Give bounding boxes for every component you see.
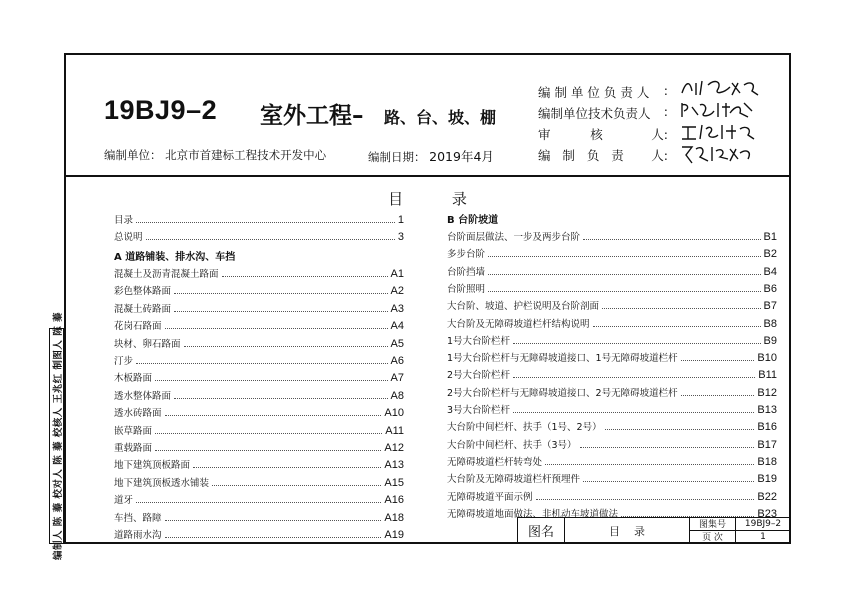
signature-colon: :	[663, 83, 668, 98]
toc-entry-page: A18	[384, 511, 404, 524]
leader-dots	[580, 447, 755, 448]
toc-entry[interactable]	[114, 300, 404, 315]
toc-entry-page: A15	[384, 476, 404, 489]
toc-entry[interactable]	[114, 439, 404, 454]
toc-entry-page: B19	[757, 473, 777, 486]
leader-dots	[155, 450, 381, 451]
leader-dots	[136, 222, 395, 223]
toc-entry-label: 1号大台阶栏杆	[447, 335, 511, 347]
leader-dots	[193, 467, 381, 468]
date-label: 编制日期：	[368, 150, 426, 164]
toc-entry[interactable]	[114, 352, 404, 367]
leader-dots	[136, 363, 388, 364]
leader-dots	[174, 311, 388, 312]
toc-entry-page: A8	[390, 389, 404, 402]
toc-entry-page: A4	[390, 320, 404, 333]
toc-entry[interactable]	[447, 228, 777, 243]
toc-entry-page: B2	[763, 248, 777, 261]
toc-entry-page: B23	[757, 507, 777, 520]
toc-entry-label: 1号大台阶栏杆与无障碍坡道接口、1号无障碍坡道栏杆	[447, 353, 678, 365]
leader-dots	[222, 276, 388, 277]
toc-entry[interactable]	[447, 280, 777, 295]
date-line	[368, 147, 494, 165]
title-sub: 路、台、坡、棚	[384, 108, 497, 127]
signature-role-3	[538, 125, 668, 143]
toc-entry[interactable]	[114, 404, 404, 419]
toc-entry-label: 3号大台阶栏杆	[447, 405, 511, 416]
leader-dots	[174, 293, 388, 294]
leader-dots	[165, 520, 382, 521]
signature-role-text: 编制单位技术负责人	[538, 106, 651, 121]
toc-entry-label: 大台阶及无障碍坡道栏杆预埋件	[447, 474, 581, 486]
toc-entry-label: 透水砖路面	[114, 408, 162, 420]
toc-entry-label: 彩色整体路面	[114, 286, 172, 298]
toc-entry-label: 混凝土及沥青混凝土路面	[114, 269, 219, 280]
handwritten-signature-1	[678, 77, 762, 99]
toc-entry-page: B4	[763, 265, 777, 278]
toc-entry[interactable]	[114, 228, 404, 243]
toc-title: 目 录	[388, 190, 489, 208]
toc-entry-label: 台阶挡墙	[447, 266, 486, 278]
atlas-number-value: 19BJ9–2	[736, 518, 790, 531]
toc-entry-page: A7	[390, 372, 404, 385]
toc-entry-label: 地下建筑顶板透水铺装	[114, 477, 210, 489]
toc-entry-label: 混凝土砖路面	[114, 303, 172, 315]
toc-entry[interactable]	[114, 369, 404, 384]
leader-dots	[605, 429, 755, 430]
drawing-name-value: 目 录	[565, 518, 690, 543]
unit-line	[104, 147, 326, 163]
toc-entry-page: B7	[763, 300, 777, 313]
section-heading-b: B 台阶坡道	[447, 215, 499, 226]
toc-entry-page: B17	[757, 438, 777, 451]
toc-entry-page: A12	[384, 442, 404, 454]
toc-entry-page: B11	[758, 369, 777, 382]
unit-label: 编制单位：	[104, 148, 162, 162]
toc-entry-label: 块材、卵石路面	[114, 338, 181, 350]
section-heading-a: A 道路铺装、排水沟、车挡	[114, 252, 236, 263]
leader-dots	[681, 360, 755, 361]
leader-dots	[488, 274, 761, 275]
toc-entry[interactable]	[447, 263, 777, 278]
atlas-number-label: 图集号	[690, 518, 736, 531]
toc-entry-label: 花岗石路面	[114, 321, 162, 333]
leader-dots	[165, 415, 382, 416]
toc-entry[interactable]	[114, 317, 404, 332]
toc-entry[interactable]	[447, 436, 777, 451]
toc-entry-label: 大台阶中间栏杆、扶手（3号）	[447, 439, 577, 451]
toc-entry[interactable]	[447, 349, 777, 364]
toc-entry[interactable]	[114, 282, 404, 297]
toc-entry[interactable]	[447, 401, 777, 416]
page-number-value: 1	[760, 531, 766, 542]
toc-entry[interactable]	[114, 491, 404, 506]
signature-role-text: 审 核	[538, 127, 603, 142]
toc-entry-label: 台阶面层做法、一步及两步台阶	[447, 232, 581, 243]
leader-dots	[165, 328, 388, 329]
leader-dots	[681, 395, 755, 396]
toc-entry-label: 总说明	[114, 232, 143, 243]
toc-entry-page: A2	[390, 285, 404, 298]
toc-entry-page: 1	[397, 214, 404, 226]
toc-entry[interactable]	[114, 509, 404, 524]
toc-entry-label: 透水整体路面	[114, 390, 172, 402]
signature-role-text: 编 制 负 责	[538, 148, 624, 163]
approval-sidebar-text: 编制人 陈 蓁 校对人 陈 蓁 校核人 王兆红 制图人 陈 蓁	[52, 311, 64, 561]
toc-entry-label: 无障碍坡道平面示例	[447, 491, 533, 503]
toc-entry-page: A11	[385, 424, 404, 437]
toc-entry-page: B18	[757, 455, 777, 468]
drawing-name-label: 图名	[518, 518, 565, 543]
leader-dots	[155, 380, 388, 381]
header	[66, 55, 789, 177]
toc-entry-label: 多步台阶	[447, 249, 486, 261]
signature-role-4	[538, 146, 668, 164]
toc-entry[interactable]	[114, 265, 404, 280]
signature-role-text: 编 制 单 位 负 责 人	[538, 85, 650, 100]
unit-value: 北京市首建标工程技术开发中心	[165, 148, 327, 162]
leader-dots	[488, 291, 761, 292]
toc-entry[interactable]	[447, 366, 777, 381]
toc-entry-label: 无障碍坡道栏杆转弯处	[447, 456, 543, 468]
toc-entry-label: 重载路面	[114, 443, 153, 454]
toc-entry-label: 地下建筑顶板路面	[114, 460, 191, 472]
toc-entry-page: B13	[757, 404, 777, 416]
signature-role-2	[538, 104, 668, 122]
toc-entry[interactable]	[114, 456, 404, 471]
leader-dots	[593, 326, 761, 327]
toc-entry-label: 嵌草路面	[114, 425, 153, 437]
toc-entry[interactable]	[114, 387, 404, 402]
toc-entry-label: 无障碍坡道地面做法、非机动车坡道做法	[447, 508, 619, 520]
leader-dots	[583, 239, 761, 240]
drawing-frame	[64, 53, 791, 544]
toc-entry-page: B8	[763, 317, 777, 330]
signature-role-1	[538, 83, 668, 101]
toc-entry-page: B1	[763, 231, 777, 243]
signature-colon: 人:	[651, 127, 668, 142]
toc-entry-page: A3	[390, 302, 404, 315]
leader-dots	[184, 346, 388, 347]
toc-entry-label: 大台阶中间栏杆、扶手（1号、2号）	[447, 422, 602, 434]
atlas-code: 19BJ9–2	[104, 95, 218, 125]
toc-entry[interactable]	[447, 453, 777, 468]
toc-entry-page: B9	[763, 334, 777, 347]
toc-entry[interactable]	[114, 211, 404, 226]
date-value: 2019年4月	[429, 149, 494, 164]
toc-entry-page: B10	[757, 352, 777, 365]
toc-entry-page: 3	[397, 231, 404, 243]
page-number-label: 页 次	[690, 531, 736, 544]
approval-sidebar	[49, 311, 64, 561]
toc-entry[interactable]	[447, 332, 777, 347]
toc-entry-label: 大台阶及无障碍坡道栏杆结构说明	[447, 318, 590, 330]
toc-entry[interactable]	[447, 470, 777, 485]
toc-entry[interactable]	[114, 474, 404, 489]
toc-entry-label: 汀步	[114, 356, 134, 367]
leader-dots	[545, 464, 754, 465]
toc-entry-page: A6	[390, 355, 404, 367]
toc-entry[interactable]	[447, 245, 777, 260]
handwritten-signature-2	[678, 99, 762, 121]
toc-entry-page: A1	[390, 268, 404, 280]
toc-entry-page: A19	[384, 529, 404, 541]
toc-entry-page: A5	[390, 337, 404, 350]
toc-entry-page: A16	[384, 494, 404, 507]
handwritten-signature-3	[678, 121, 762, 143]
toc-entry-label: 大台阶、坡道、护栏说明及台阶剖面	[447, 301, 600, 313]
toc-entry-page: B12	[757, 386, 777, 399]
toc-entry-page: B22	[757, 490, 777, 503]
toc-entry[interactable]	[114, 422, 404, 437]
leader-dots	[583, 481, 754, 482]
toc-entry[interactable]	[447, 418, 777, 433]
toc-entry[interactable]	[114, 526, 404, 541]
leader-dots	[602, 308, 761, 309]
leader-dots	[513, 377, 755, 378]
leader-dots	[165, 537, 382, 538]
leader-dots	[146, 239, 395, 240]
toc-entry-page: B16	[757, 421, 777, 434]
toc-entry[interactable]	[447, 384, 777, 399]
toc-entry-page: A10	[384, 407, 404, 420]
toc-entry-label: 道路雨水沟	[114, 530, 162, 541]
handwritten-signature-4	[678, 143, 762, 165]
toc-entry[interactable]	[447, 297, 777, 312]
title-main: 室外工程–	[260, 103, 364, 129]
leader-dots	[488, 256, 761, 257]
leader-dots	[513, 343, 760, 344]
toc-entry-label: 2号大台阶栏杆与无障碍坡道接口、2号无障碍坡道栏杆	[447, 387, 678, 399]
leader-dots	[155, 433, 382, 434]
toc-entry-label: 车挡、路障	[114, 512, 162, 524]
leader-dots	[513, 412, 754, 413]
toc-entry-label: 台阶照明	[447, 283, 486, 295]
toc-entry-page: A13	[384, 459, 404, 472]
toc-entry[interactable]	[114, 335, 404, 350]
toc-entry[interactable]	[447, 488, 777, 503]
toc-entry-page: B6	[763, 282, 777, 295]
toc-entry-label: 目录	[114, 215, 134, 226]
leader-dots	[536, 499, 755, 500]
toc-entry-label: 2号大台阶栏杆	[447, 370, 511, 382]
leader-dots	[174, 398, 388, 399]
signature-colon: :	[663, 104, 668, 119]
leader-dots	[212, 485, 381, 486]
toc-entry-label: 木板路面	[114, 373, 153, 385]
leader-dots	[136, 502, 381, 503]
toc-entry-label: 道牙	[114, 495, 134, 507]
title-block	[517, 517, 791, 544]
toc-entry[interactable]	[447, 315, 777, 330]
signature-colon: 人:	[651, 148, 668, 163]
